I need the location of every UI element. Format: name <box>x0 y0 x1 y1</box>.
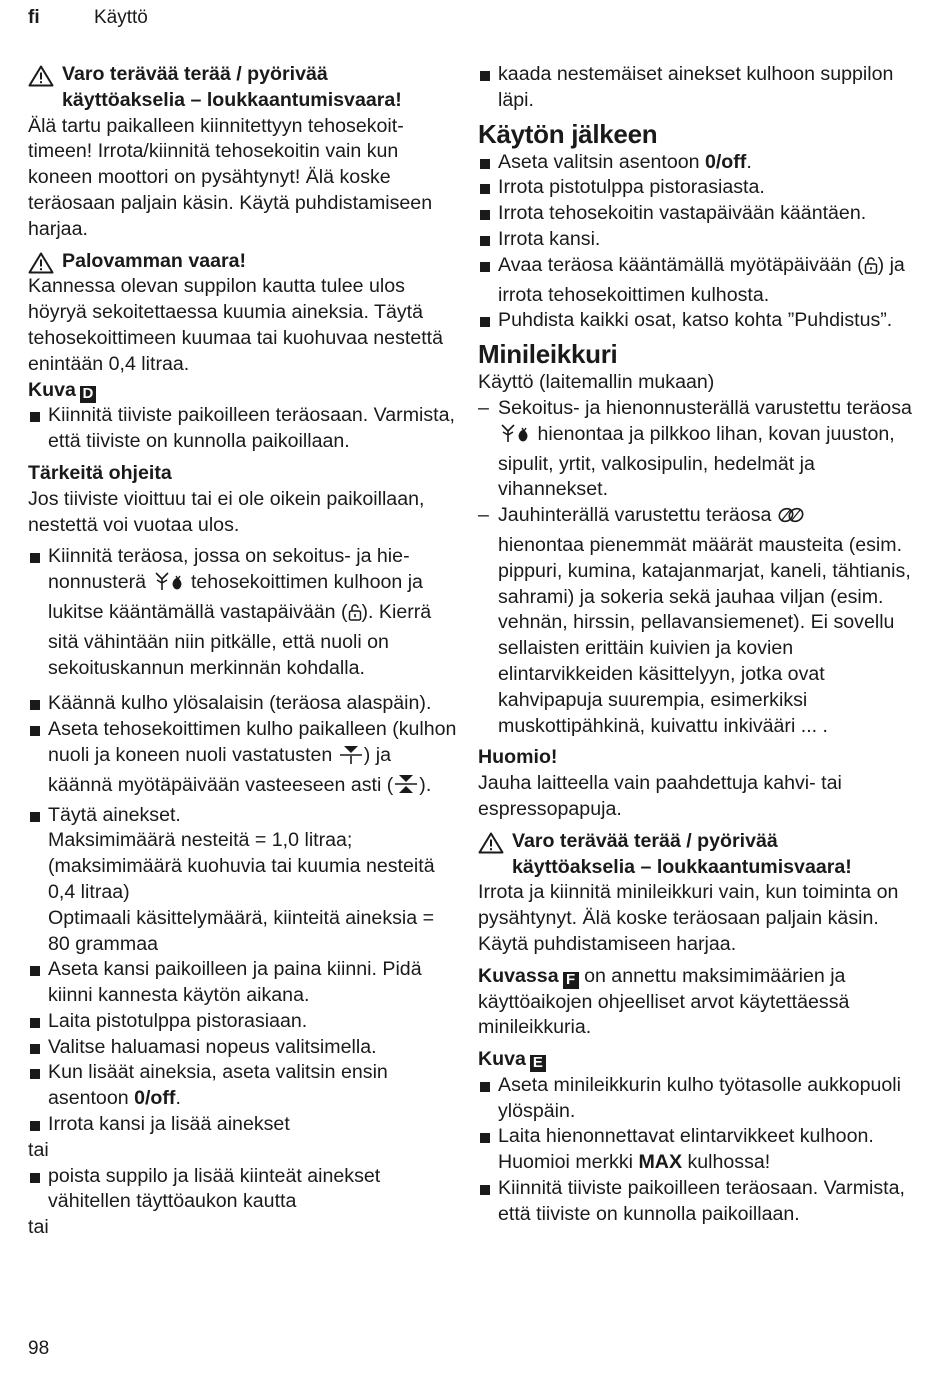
list-item-text: ). Kierrä sitä vähintään niin pitkälle, että nuoli on sekoituskannun merkinnän kohdalla. <box>48 600 432 679</box>
list-item <box>28 544 458 681</box>
setting-value: 0/off <box>704 150 747 173</box>
bullet-square-icon <box>478 1073 498 1125</box>
list-item <box>28 803 458 958</box>
bullet-square-icon <box>28 691 48 717</box>
max-marker: MAX <box>638 1151 683 1174</box>
list-item <box>28 717 458 802</box>
left-column <box>28 62 458 1241</box>
figure-label: Kuvassa <box>478 964 559 987</box>
list-item-text: hienontaa ja pilkkoo lihan, kovan juuston, sipulit, yrtit, valkosipulin, hedelmät ja vihannekset. <box>498 422 895 501</box>
list-item-text: Irrota pistotulppa pistorasiasta. <box>498 176 765 199</box>
section-heading: Käytön jälkeen <box>478 118 658 149</box>
paragraph <box>478 964 920 1041</box>
bullet-square-icon <box>28 403 48 455</box>
dash-marker: – <box>478 504 489 527</box>
list-item <box>478 62 920 114</box>
paragraph: Jauha laitteella vain paahdettuja kahvi- tai espressopapuja. <box>478 772 842 820</box>
warning-triangle-icon <box>28 62 62 114</box>
list-item-text: Irrota kansi. <box>498 227 601 250</box>
list-item-text: ) ja irrota tehosekoittimen kulhosta. <box>498 253 905 306</box>
figure-label: Kuva <box>28 378 76 401</box>
list-item <box>478 1176 920 1228</box>
list-item <box>28 1035 458 1061</box>
list-item-text: Avaa teräosa kääntämällä myötäpäivään ( <box>498 253 864 276</box>
section-title: Käyttö <box>94 7 148 28</box>
bullet-square-icon <box>28 544 48 681</box>
list-item-text: Kiinnitä tiiviste paikoilleen teräosaan. Varmista, että tiiviste on kunnolla paikoillaan. <box>48 404 455 453</box>
dash-item <box>478 503 920 739</box>
bullet-square-icon <box>478 1176 498 1228</box>
list-item-text: Aseta minileikkurin kulho työtasolle aukkopuoli ylöspäin. <box>498 1073 901 1122</box>
list-item-text: Irrota tehosekoitin vastapäivään kääntäen. <box>498 202 867 225</box>
arrow-locked-icon <box>393 773 419 803</box>
list-item-text: Aseta kansi paikoilleen ja paina kiinni. Pidä kiinni kannesta käytön aikana. <box>48 958 422 1007</box>
list-item-text: Kiinnitä teräosa, jossa on sekoitus- ja hienonnusterä <box>48 545 410 594</box>
figure-label: Kuva <box>478 1048 526 1071</box>
warning-line: Varo terävää terää / pyörivää <box>62 63 328 85</box>
list-item-text: . <box>746 150 752 173</box>
list-item <box>28 1060 458 1112</box>
list-item-text: kaada nestemäiset ainekset kulhoon suppilon läpi. <box>498 63 894 111</box>
bullet-square-icon <box>478 62 498 114</box>
warning-triangle-icon <box>28 249 62 275</box>
figure-reference <box>478 1047 920 1073</box>
subheading: Tärkeitä ohjeita <box>28 461 172 484</box>
list-item <box>28 691 458 717</box>
bullet-square-icon <box>28 1112 48 1138</box>
paragraph: Älä tartu paikalleen kiinnitettyyn tehosekoittimeen! Irrota/kiinnitä tehosekoitin vain kun koneen moottori on pysähtynyt! Älä koske teräosaan paljain käsin. Käytä puhdistamiseen harjaa. <box>28 114 433 240</box>
paragraph: Jos tiiviste vioittuu tai ei ole oikein paikoillaan, nestettä voi vuotaa ulos. <box>28 487 425 536</box>
subheading: Huomio! <box>478 746 558 769</box>
figure-letter-box: D <box>80 386 96 403</box>
conjunction-text: tai <box>28 1216 49 1239</box>
list-item-text: Irrota kansi ja lisää ainekset <box>48 1113 290 1136</box>
list-item-text: Kun lisäät aineksia, aseta valitsin ensin asentoon <box>48 1061 388 1110</box>
list-item <box>478 227 920 253</box>
bullet-square-icon <box>478 308 498 334</box>
list-item <box>478 1073 920 1125</box>
list-item <box>28 1009 458 1035</box>
arrow-align-icon <box>338 743 364 773</box>
lock-open-icon <box>864 255 878 283</box>
list-item-text: tehosekoittimen kulhoon ja lukitse kääntämällä vastapäivään ( <box>48 571 423 623</box>
bullet-square-icon <box>478 150 498 176</box>
list-item <box>478 1124 920 1176</box>
section-heading: Minileikkuri <box>478 339 618 370</box>
list-item-text: Jauhinterällä varustettu teräosa <box>498 504 772 527</box>
bullet-square-icon <box>478 227 498 253</box>
list-item <box>478 308 920 334</box>
list-item-text: Puhdista kaikki osat, katso kohta ”Puhdistus”. <box>498 309 893 332</box>
bullet-square-icon <box>478 175 498 201</box>
list-item-text: kulhossa! <box>687 1151 771 1174</box>
list-item-text: ) ja käännä myötäpäivään vasteeseen asti ( <box>48 743 394 796</box>
list-item <box>478 201 920 227</box>
list-item-text: Aseta tehosekoittimen kulho paikalleen (kulhon nuoli ja koneen nuoli vastatusten <box>48 718 457 766</box>
paragraph: Irrota ja kiinnitä minileikkuri vain, kun toiminta on pysähtynyt. Älä koske teräosaan paljain käsin. Käytä puhdistamiseen harjaa. <box>478 881 899 955</box>
bullet-square-icon <box>28 1060 48 1112</box>
bullet-square-icon <box>28 1035 48 1061</box>
bullet-square-icon <box>478 201 498 227</box>
dash-item <box>478 396 920 503</box>
conjunction-text: tai <box>28 1138 49 1161</box>
language-code: fi <box>28 7 40 28</box>
warning-burn <box>28 249 458 275</box>
warning-triangle-icon <box>478 829 512 881</box>
setting-value: 0/off <box>134 1087 176 1110</box>
list-item <box>28 1164 458 1216</box>
bullet-square-icon <box>28 957 48 1009</box>
list-item-text: Maksimimäärä nesteitä = 1,0 litraa; (maksimimäärä kuohuvia tai kuumia nesteitä 0,4 litraa) <box>48 829 435 903</box>
list-item <box>28 403 458 455</box>
list-item <box>478 175 920 201</box>
paragraph-text: on annettu maksimimäärien ja käyttöaikojen ohjeelliset arvot käytettäessä minileikkuria. <box>478 964 850 1039</box>
list-item-text: Sekoitus- ja hienonnusterällä varustettu teräosa <box>498 396 912 419</box>
page-header <box>28 7 148 29</box>
warning-blade <box>478 829 920 881</box>
lock-open-icon <box>348 602 362 630</box>
list-item-text: Aseta valitsin asentoon <box>498 150 700 173</box>
right-column <box>478 62 920 1228</box>
list-item-text: Laita hienonnettavat elintarvikkeet kulhoon. Huomioi merkki <box>498 1125 874 1174</box>
list-item-text: Laita pistotulppa pistorasiaan. <box>48 1009 308 1032</box>
list-item-text: poista suppilo ja lisää kiinteät ainekset vähitellen täyttöaukon kautta <box>48 1164 381 1213</box>
blade-symbol-icon <box>152 570 186 600</box>
bullet-square-icon <box>28 717 48 802</box>
figure-letter-box: F <box>563 972 579 989</box>
blade-symbol-icon <box>498 422 532 452</box>
warning-line: käyttöakselia – loukkaantumisvaara! <box>512 855 852 878</box>
list-item-text: Kiinnitä tiiviste paikoilleen teräosaan. Varmista, että tiiviste on kunnolla paikoillaan. <box>498 1177 905 1225</box>
bullet-square-icon <box>478 1124 498 1176</box>
bullet-square-icon <box>28 803 48 958</box>
grinder-blade-icon <box>777 505 805 533</box>
list-item <box>28 1112 458 1138</box>
list-item <box>478 150 920 176</box>
bullet-square-icon <box>28 1009 48 1035</box>
bullet-square-icon <box>478 253 498 309</box>
list-item <box>28 957 458 1009</box>
dash-marker: – <box>478 396 489 419</box>
list-item-text: hienontaa pienemmät määrät mausteita (esim. pippuri, kumina, katajanmarjat, kaneli, tähtianis, sahrami) ja sokeria sekä jauhaa viljan (esim. vehnän, hirssin, pellavansiemenet). Ei sovellu sellaisten erittäin kuivien ja kovien elintarvikkeiden käsittelyyn, jotka ovat kahvipapuja suurempia, esimerkiksi muskottipähkinä, kuivattu inkivääri ... . <box>498 533 911 737</box>
warning-blade <box>28 62 458 114</box>
paragraph: Käyttö (laitemallin mukaan) <box>478 371 715 394</box>
list-item-text: ). <box>419 773 432 796</box>
list-item-text: Käännä kulho ylösalaisin (teräosa alaspäin). <box>48 692 432 715</box>
list-item-text: . <box>175 1087 181 1110</box>
bullet-square-icon <box>28 1164 48 1216</box>
list-item <box>478 253 920 309</box>
figure-letter-box: E <box>530 1055 546 1072</box>
figure-reference <box>28 378 458 404</box>
warning-line: Varo terävää terää / pyörivää <box>512 829 778 852</box>
warning-line: Palovamman vaara! <box>62 249 247 272</box>
warning-line: käyttöakselia – loukkaantumisvaara! <box>62 88 402 111</box>
list-item-text: Täytä ainekset. <box>48 803 181 826</box>
page-number: 98 <box>28 1338 50 1359</box>
list-item-text: Optimaali käsittelymäärä, kiinteitä aineksia = 80 grammaa <box>48 906 435 955</box>
paragraph: Kannessa olevan suppilon kautta tulee ulos höyryä sekoitettaessa kuumia aineksia. Täytä tehosekoittimeen kuumaa tai kuohuvaa nestettä enintään 0,4 litraa. <box>28 275 443 375</box>
list-item-text: Valitse haluamasi nopeus valitsimella. <box>48 1035 377 1058</box>
